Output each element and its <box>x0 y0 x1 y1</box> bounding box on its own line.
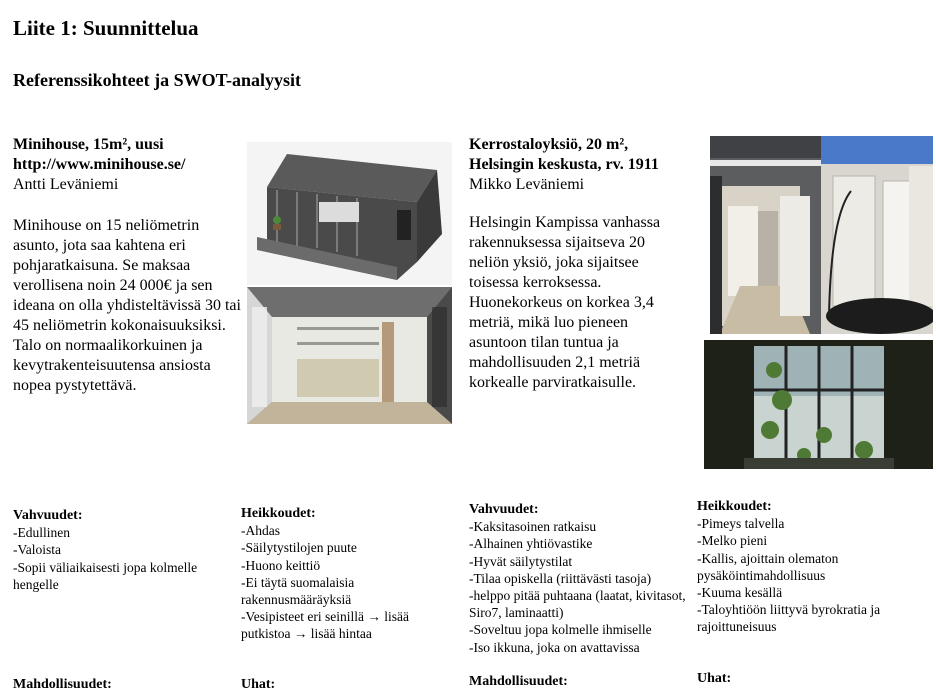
ref2-description: Helsingin Kampissa vanhassa rakennuksessa sijaitseva 20 neliön yksiö, joka sijaitsee toisessa kerroksessa. Huonekorkeus on korkea 3,4 metriä, mikä luo pieneen asuntoon tilan tuntua ja mahdollisuuden 2,1 metriä korkealle parviratkaisulle. <box>469 214 661 391</box>
swot2-threats <box>697 670 731 687</box>
swot2-strengths-heading: Vahvuudet: <box>469 502 539 517</box>
list-item: -Ahdas <box>241 523 280 539</box>
swot2-weaknesses-heading: Heikkoudet: <box>697 499 772 514</box>
list-item: -Kallis, ajoittain olematon pysäköintimahdollisuus <box>697 550 839 583</box>
list-item: -Soveltuu jopa kolmelle ihmiselle <box>469 622 652 638</box>
swot1-strengths <box>13 507 238 593</box>
apartment-door-image <box>821 136 933 334</box>
list-item: -Kaksitasoinen ratkaisu <box>469 519 597 535</box>
ref1-header <box>13 135 243 195</box>
minihouse-kitchen-image <box>247 287 452 424</box>
swot1-weaknesses <box>241 505 451 643</box>
list-item: -helppo pitää puhtaana (laatat, kivitasot, Siro7, laminaatti) <box>469 588 686 621</box>
swot1-threats-heading: Uhat: <box>241 677 276 692</box>
apartment-window-image <box>704 340 933 469</box>
page-title: Liite 1: Suunnittelua <box>13 16 199 40</box>
swot2-opportunities-heading: Mahdollisuudet: <box>469 674 568 689</box>
ref1-author: Antti Leväniemi <box>13 176 119 193</box>
swot1-opportunities <box>13 676 112 693</box>
list-item: -Tilaa opiskella (riittävästi tasoja) <box>469 570 652 586</box>
list-item: -Valoista <box>13 542 61 558</box>
apartment-hallway-image <box>710 136 821 334</box>
list-item: -Säilytystilojen puute <box>241 540 357 556</box>
swot1-opportunities-heading: Mahdollisuudet: <box>13 677 112 692</box>
minihouse-exterior-image <box>247 142 452 285</box>
list-item: -Iso ikkuna, joka on avattavissa <box>469 639 640 655</box>
list-item: -Hyvät säilytystilat <box>469 553 573 569</box>
ref1-url[interactable]: http://www.minihouse.se/ <box>13 156 186 173</box>
swot2-weaknesses <box>697 498 912 636</box>
swot2-threats-heading: Uhat: <box>697 671 732 686</box>
list-item: -Alhainen yhtiövastike <box>469 536 593 552</box>
list-item: -Huono keittiö <box>241 557 321 573</box>
list-item: -Melko pieni <box>697 533 768 549</box>
list-item: -Pimeys talvella <box>697 516 785 532</box>
ref1-description: Minihouse on 15 neliömetrin asunto, jota saa kahtena eri pohjaratkaisuna. Se maksaa verollisena noin 24 000€ ja sen ideana on olla yhdisteltävissä 30 tai 45 neliömetrin kokonaisuuksiksi. Talo on normaalikorkuinen ja kevytrakenteisuutensa ansiosta nopea pystytettävä. <box>13 217 241 394</box>
ref2-author: Mikko Leväniemi <box>469 176 585 193</box>
ref2-title-line1: Kerrostaloyksiö, 20 m², <box>469 136 629 153</box>
list-item: -Kuuma kesällä <box>697 585 783 601</box>
swot1-threats <box>241 676 275 693</box>
list-item: -Sopii väliaikaisesti jopa kolmelle hengelle <box>13 559 198 592</box>
list-item: -Ei täytä suomalaisia rakennusmääräyksiä <box>241 574 355 608</box>
list-item: -Edullinen <box>13 525 70 541</box>
list-item: -Vesipisteet eri seinillä → lisää putkistoa → lisää hintaa <box>241 609 409 642</box>
swot1-weaknesses-heading: Heikkoudet: <box>241 506 316 521</box>
swot2-opportunities <box>469 673 568 690</box>
ref2-header <box>469 135 704 195</box>
page-subtitle: Referenssikohteet ja SWOT-analyysit <box>13 70 301 90</box>
ref1-title: Minihouse, 15m², uusi <box>13 136 164 153</box>
ref2-title-line2: Helsingin keskusta, rv. 1911 <box>469 156 659 173</box>
list-item: -Taloyhtiöön liittyvä byrokratia ja rajoittuneisuus <box>697 602 881 635</box>
swot2-strengths <box>469 501 691 656</box>
swot1-strengths-heading: Vahvuudet: <box>13 508 83 523</box>
